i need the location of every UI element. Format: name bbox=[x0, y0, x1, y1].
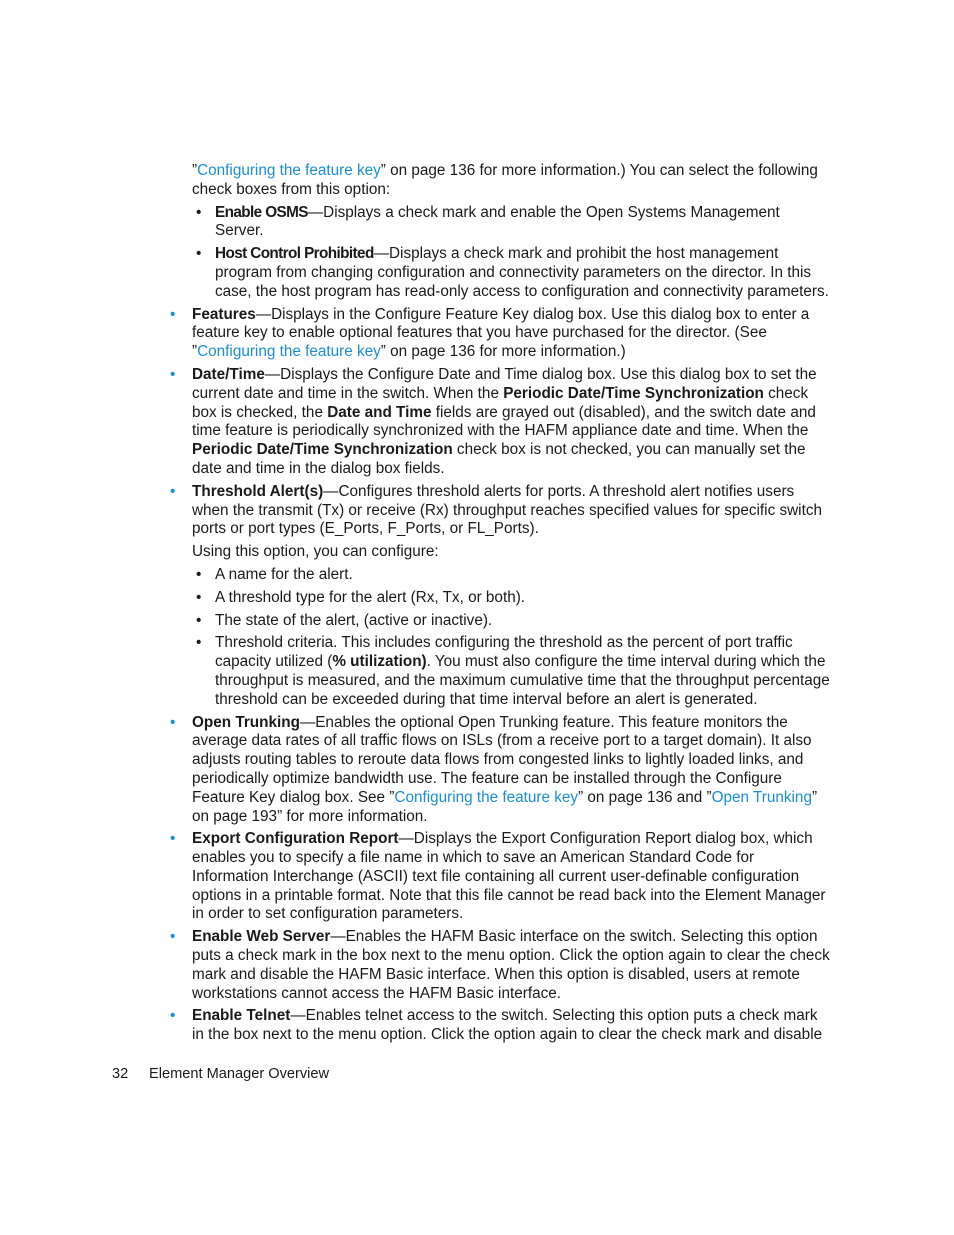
criteria-text-1: Threshold criteria. This includes configuring the threshold as the percent of port traffic capacity utilized ( bbox=[215, 634, 793, 671]
threshold-sub-item-criteria bbox=[192, 634, 832, 709]
desc-host-control: —Displays a check mark and prohibit the host management program from changing configuration and connectivity parameters on the director. In this case, the host program has read-only access to configuration and connectivity parameters. bbox=[215, 245, 829, 300]
date-time-bold-1: Periodic Date/Time Synchronization bbox=[503, 384, 764, 402]
date-time-text-3: fields are grayed out (disabled), and the switch date and time feature is periodically synchronized with the HAFM appliance date and time. When the bbox=[192, 403, 816, 440]
intro-quote: ” bbox=[192, 162, 198, 179]
term-enable-web-server: Enable Web Server bbox=[192, 928, 331, 946]
threshold-sub-item: • A threshold type for the alert (Rx, Tx, or both). bbox=[192, 589, 832, 608]
desc-features: —Displays in the Configure Feature Key dialog box. Use this dialog box to enter a feature key to enable optional features that you have purchased for the director. (See ” bbox=[192, 305, 810, 361]
date-time-bold-2: Date and Time bbox=[327, 403, 432, 421]
link-configuring-feature-key-3[interactable]: Configuring the feature key bbox=[394, 788, 579, 806]
term-features: Features bbox=[192, 305, 256, 323]
trunking-tail: ” on page 193” for more information. bbox=[192, 788, 818, 825]
term-host-control: Host Control Prohibited bbox=[215, 245, 374, 263]
threshold-using-paragraph: Using this option, you can configure: bbox=[192, 543, 439, 561]
date-time-text-2: check box is checked, the bbox=[192, 384, 809, 421]
item-features bbox=[192, 306, 832, 362]
intro-paragraph bbox=[192, 162, 832, 200]
link-configuring-feature-key[interactable]: Configuring the feature key bbox=[197, 162, 381, 179]
item-threshold-alerts bbox=[192, 483, 832, 539]
term-enable-telnet: Enable Telnet bbox=[192, 1007, 291, 1025]
intro-tail: ” on page 136 for more information.) You can select the following check boxes from this option: bbox=[192, 162, 818, 198]
trunking-mid: ” on page 136 and ” bbox=[578, 788, 712, 806]
link-open-trunking[interactable]: Open Trunking bbox=[711, 788, 812, 806]
tail-features: ” on page 136 for more information.) bbox=[380, 343, 626, 361]
desc-export-configuration-report: —Displays the Export Configuration Report dialog box, which enables you to specify a file name in which to save an American Standard Code for Information Interchange (ASCII) text file containing all current user-definable configuration options in a printable format. Note that this file cannot be read back into the Element Manager in order to set configuration parameters. bbox=[192, 830, 826, 923]
desc-threshold-alerts: —Configures threshold alerts for ports. A threshold alert notifies users when the transmit (Tx) or receive (Rx) throughput reaches specified values for specific switch ports or port types (E_Ports, F_Ports, or FL_Ports). bbox=[192, 482, 822, 538]
page-number: 32 bbox=[112, 1066, 129, 1082]
criteria-text-2: . You must also configure the time interval during which the throughput is measured, and the maximum cumulative time that the throughput percentage threshold can be exceeded during that time interval before an alert is generated. bbox=[215, 653, 830, 708]
desc-open-trunking: —Enables the optional Open Trunking feature. This feature monitors the average data rates of all traffic flows on ISLs (from a receive port to a target domain). It also adjusts routing tables to reroute data flows from congested links to lightly loaded links, and periodically optimize bandwidth use. The feature can be installed through the Configure Feature Key dialog box. See ” bbox=[192, 713, 812, 806]
date-time-bold-3: Periodic Date/Time Synchronization bbox=[192, 441, 453, 459]
body-text bbox=[192, 162, 832, 1045]
term-threshold-alerts: Threshold Alert(s) bbox=[192, 482, 324, 500]
page-footer bbox=[112, 1066, 329, 1082]
sub-item-enable-osms bbox=[192, 204, 832, 242]
term-enable-osms: Enable OSMS bbox=[215, 203, 308, 221]
link-configuring-feature-key-2[interactable]: Configuring the feature key bbox=[197, 343, 381, 361]
sub-item-host-control bbox=[192, 245, 832, 301]
item-export-configuration-report bbox=[192, 830, 832, 924]
threshold-sub-item: • The state of the alert, (active or inactive). bbox=[192, 612, 832, 631]
desc-enable-telnet: —Enables telnet access to the switch. Selecting this option puts a check mark in the box next to the menu option. Click the option again to clear the check mark and disable bbox=[192, 1007, 823, 1044]
item-date-time bbox=[192, 366, 832, 479]
item-open-trunking bbox=[192, 714, 832, 827]
date-time-text-4: check box is not checked, you can manually set the date and time in the dialog box fields. bbox=[192, 441, 806, 477]
date-time-text-1: —Displays the Configure Date and Time dialog box. Use this dialog box to set the current date and time in the switch. When the bbox=[192, 365, 817, 402]
term-export-configuration-report: Export Configuration Report bbox=[192, 830, 399, 848]
desc-enable-osms: —Displays a check mark and enable the Open Systems Management Server. bbox=[215, 203, 780, 240]
term-date-time: Date/Time bbox=[192, 365, 265, 383]
item-enable-telnet bbox=[192, 1007, 832, 1045]
desc-enable-web-server: —Enables the HAFM Basic interface on the switch. Selecting this option puts a check mark in the box next to the menu option. Click the option again to clear the check mark and disable the HAFM Basic interface. When this option is disabled, users at remote workstations cannot access the HAFM Basic interface. bbox=[192, 928, 830, 1002]
footer-title: Element Manager Overview bbox=[149, 1066, 330, 1082]
term-open-trunking: Open Trunking bbox=[192, 713, 300, 731]
criteria-bold: % utilization) bbox=[332, 653, 427, 671]
item-enable-web-server bbox=[192, 928, 832, 1003]
threshold-sub-item: • A name for the alert. bbox=[192, 566, 832, 585]
